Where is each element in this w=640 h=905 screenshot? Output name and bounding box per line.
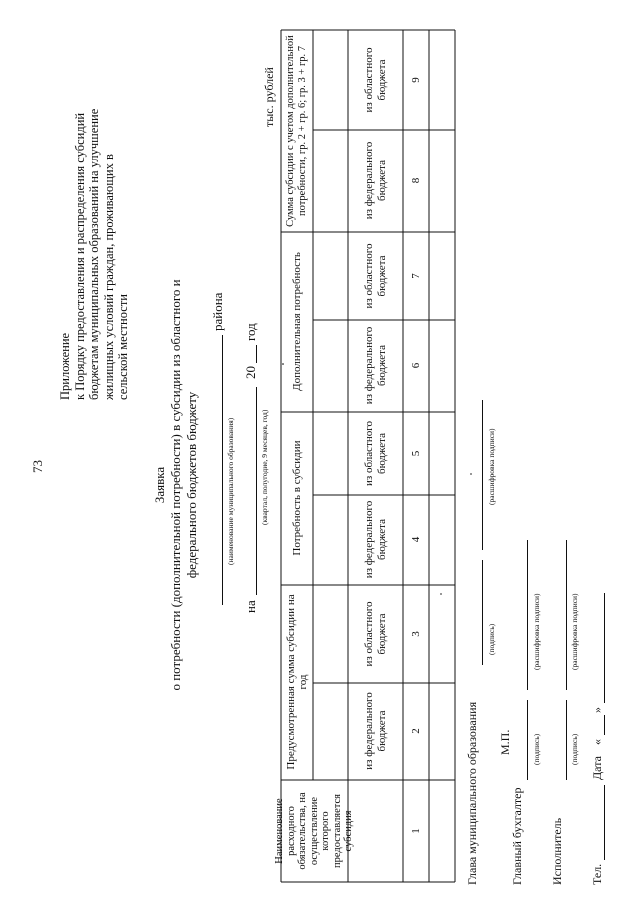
head-decode-line <box>482 400 483 550</box>
appendix-line: к Порядку предоставления и распределения субсидий <box>72 112 87 400</box>
column-number: 3 <box>409 631 422 637</box>
subheader-federal: из федерального бюджета <box>363 141 388 220</box>
executor-label: Исполнитель <box>550 817 564 885</box>
form-subtitle-line2: федерального бюджетов бюджету <box>184 391 199 579</box>
subheader-regional: из областного бюджета <box>363 421 388 486</box>
group-header-total: Сумма субсидии с учетом дополнительной потребности, гр. 2 + гр. 6; гр. 3 + гр. 7 <box>285 35 308 227</box>
column-number: 1 <box>409 828 422 834</box>
period-prefix: на <box>243 600 258 613</box>
form-subtitle-line1: о потребности (дополнительной потребности) в субсидии из областного и <box>168 279 183 691</box>
accountant-signature-line <box>527 700 528 780</box>
head-signature-caption: (подпись) <box>487 623 496 655</box>
seal-mark: М.П. <box>498 729 512 755</box>
column-number: 8 <box>409 177 422 184</box>
phone-label: Тел. <box>590 863 604 885</box>
date-month-line <box>604 593 605 703</box>
accountant-decode-caption: (расшифровка подписи) <box>532 593 541 670</box>
group-header-planned: Предусмотренная сумма субсидии на год <box>284 594 309 770</box>
col1-header: Наименование расходного обязательства, на осуществление которого предоставляется субсидия <box>274 792 355 870</box>
head-decode-caption: (расшифровка подписи) <box>487 428 496 505</box>
date-open-quote: « <box>590 739 604 745</box>
accountant-decode-line <box>527 540 528 690</box>
scan-speck <box>470 473 472 475</box>
executor-decode-caption: (расшифровка подписи) <box>570 593 579 670</box>
scan-speck <box>282 364 284 366</box>
period-caption: (квартал, полугодие, 9 месяцев, год) <box>260 409 269 525</box>
column-number: 2 <box>409 728 422 734</box>
phone-line <box>604 785 605 860</box>
column-number: 6 <box>409 362 422 369</box>
column-number: 5 <box>409 450 422 457</box>
year-prefix: 20 <box>243 366 258 379</box>
executor-signature-caption: (подпись) <box>570 733 579 765</box>
table-row <box>430 31 454 881</box>
group-header-additional: Дополнительная потребность <box>290 252 303 391</box>
subheader-federal: из федерального бюджета <box>363 326 388 405</box>
subheader-regional: из областного бюджета <box>363 47 388 113</box>
subheader-federal: из федерального бюджета <box>363 692 388 770</box>
units-label: тыс. рублей <box>262 67 276 127</box>
page-number: 73 <box>30 460 45 473</box>
subheader-regional: из областного бюджета <box>363 243 388 309</box>
executor-decode-line <box>566 540 567 690</box>
accountant-label: Главный бухгалтер <box>510 787 524 885</box>
appendix-title: Приложение <box>58 332 72 400</box>
column-number: 4 <box>409 536 422 543</box>
head-signature-line <box>482 560 483 665</box>
date-close-quote: » <box>590 707 604 713</box>
scan-speck <box>440 593 442 595</box>
executor-signature-line <box>566 700 567 780</box>
appendix-line: сельской местности <box>116 294 130 400</box>
column-number: 9 <box>409 77 422 83</box>
district-word: района <box>210 292 225 331</box>
subheader-federal: из федерального бюджета <box>363 500 388 579</box>
group-header-need: Потребность в субсидии <box>290 440 303 556</box>
head-label: Глава муниципального образования <box>465 701 479 885</box>
form-title: Заявка <box>152 466 167 504</box>
date-day-line <box>604 715 605 735</box>
appendix-line: бюджетам муниципальных образований на улучшение <box>87 108 101 400</box>
subheader-regional: из областного бюджета <box>363 601 388 667</box>
appendix-line: жилищных условий граждан, проживающих в <box>101 154 116 400</box>
year-suffix: год <box>243 323 258 341</box>
date-label: Дата <box>590 756 604 780</box>
municipality-caption: (наименование муниципального образования) <box>226 417 235 565</box>
accountant-signature-caption: (подпись) <box>532 733 541 765</box>
column-number: 7 <box>409 273 422 279</box>
